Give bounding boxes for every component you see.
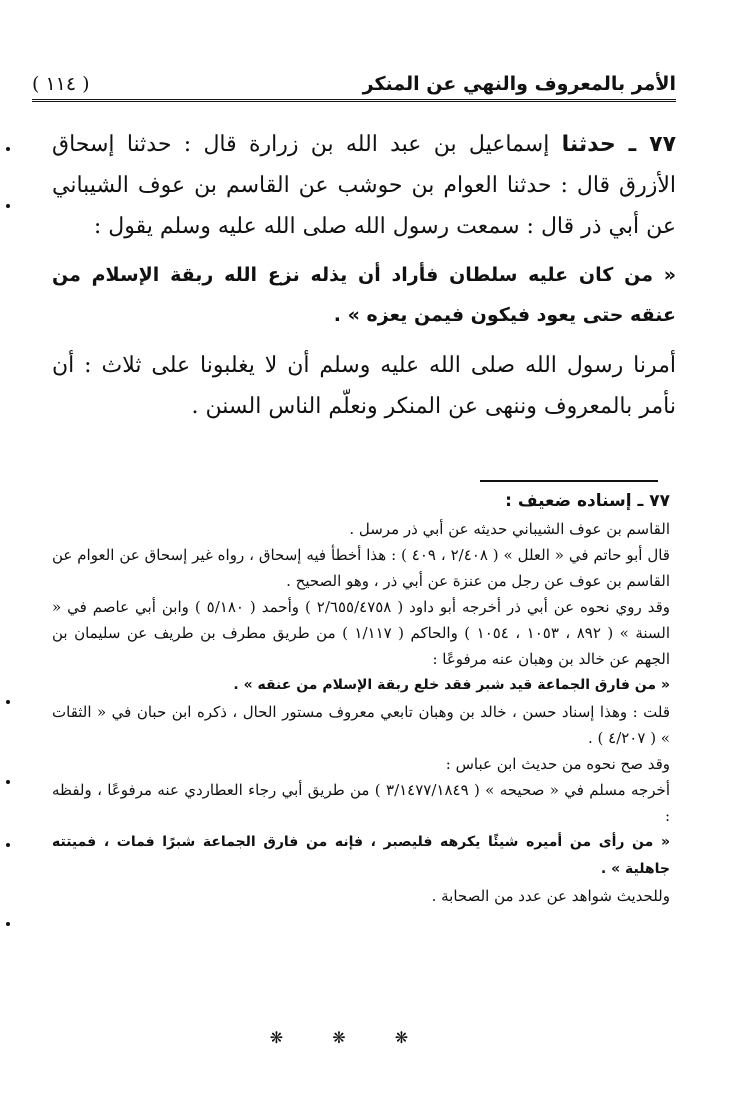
note-line: القاسم بن عوف الشيباني حديثه عن أبي ذر مرسل . <box>349 520 670 538</box>
continuation-paragraph: أمرنا رسول الله صلى الله عليه وسلم أن لا يغلبونا على ثلاث : أن نأمر بالمعروف وننهى عن المنكر ونعلّم الناس السنن . <box>52 353 676 419</box>
hadith-quote: « من كان عليه سلطان فأراد أن يذله نزع الله ربقة الإسلام من عنقه حتى يعود فيكون فيمن يعزه » . <box>52 264 676 326</box>
page-number: ( ١١٤ ) <box>32 73 90 95</box>
running-title: الأمر بالمعروف والنهي عن المنكر <box>362 73 676 95</box>
ornament-stars: ❋ ❋ ❋ <box>269 1028 431 1047</box>
note-quote-1: « من فارق الجماعة قيد شبر فقد خلع ربقة الإسلام من عنقه » . <box>233 677 670 693</box>
note-line: قلت : وهذا إسناد حسن ، خالد بن وهبان تابعي معروف مستور الحال ، ذكره ابن حبان في « الثقات » ( ٤/٢٠٧ ) . <box>52 703 670 747</box>
margin-dot <box>6 922 10 926</box>
main-text <box>52 124 676 427</box>
margin-dot <box>6 700 10 704</box>
note-line: قال أبو حاتم في « العلل » ( ٢/٤٠٨ ، ٤٠٩ ) : هذا أخطأ فيه إسحاق ، رواه غير إسحاق عن العوام عن القاسم بن عوف عن رجل من عنزة عن أبي ذر ، وهو الصحيح . <box>52 546 670 590</box>
margin-dot <box>6 147 10 151</box>
footnote-rule <box>480 480 658 482</box>
note-line: وقد صح نحوه من حديث ابن عباس : <box>445 755 670 773</box>
note-closing: وللحديث شواهد عن عدد من الصحابة . <box>431 887 670 905</box>
note-heading: ٧٧ ـ إسناده ضعيف : <box>505 491 670 511</box>
hadith-number: ٧٧ ـ حدثنا <box>561 132 677 157</box>
margin-dot <box>6 843 10 847</box>
note-line: وقد روي نحوه عن أبي ذر أخرجه أبو داود ( ٢/٦٥٥/٤٧٥٨ ) وأحمد ( ٥/١٨٠ ) وابن أبي عاصم في « السنة » ( ٨٩٢ ، ١٠٥٣ ، ١٠٥٤ ) والحاكم ( ١/١١٧ ) من طريق مطرف بن طريف عن سليمان بن الجهم عن خالد بن وهبان عنه مرفوعًا : <box>52 598 671 668</box>
margin-dot <box>6 780 10 784</box>
note-line: أخرجه مسلم في « صحيحه » ( ٣/١٤٧٧/١٨٤٩ ) من طريق أبي رجاء العطاردي عنه مرفوعًا ، ولفظه : <box>52 781 670 825</box>
page-header <box>32 72 676 98</box>
note-quote-2: « من رأى من أميره شيئًا يكرهه فليصبر ، فإنه من فارق الجماعة شبرًا فمات ، فميتته جاهلية » . <box>52 834 670 877</box>
margin-dot <box>6 204 10 208</box>
isnad-text: إسماعيل بن عبد الله بن زرارة قال : حدثنا إسحاق الأزرق قال : حدثنا العوام بن حوشب عن القاسم بن عوف الشيباني عن أبي ذر قال : سمعت رسول الله صلى الله عليه وسلم يقول : <box>52 132 676 239</box>
hadith-isnad-paragraph <box>52 124 676 247</box>
footnotes <box>52 486 670 909</box>
header-rule <box>32 99 676 102</box>
